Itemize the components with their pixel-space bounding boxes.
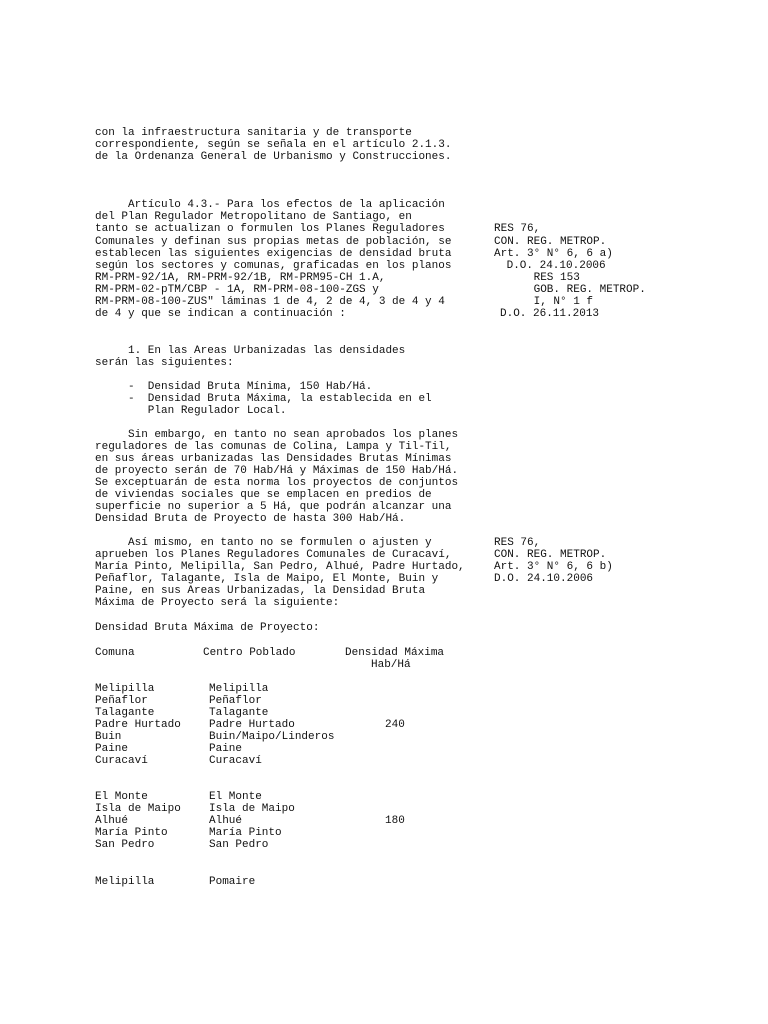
table-cell-comuna: Melipilla: [95, 683, 155, 695]
table-cell-comuna: El Monte: [95, 791, 148, 803]
article-line: Artículo 4.3.- Para los efectos de la aplicación: [95, 199, 445, 211]
article-line: RM-PRM-02-pTM/CBP - 1A, RM-PRM-08-100-ZGS y: [95, 284, 379, 296]
table-cell-centro: Paine: [209, 743, 243, 755]
table-title: Densidad Bruta Máxima de Proyecto:: [95, 622, 320, 634]
table-cell-centro: Padre Hurtado: [209, 719, 295, 731]
intro-line: correspondiente, según se señala en el artículo 2.1.3.: [95, 139, 452, 151]
table-cell-comuna: Paine: [95, 743, 129, 755]
intro-line: con la infraestructura sanitaria y de transporte: [95, 127, 412, 139]
table-cell-centro: Melipilla: [209, 683, 269, 695]
section2-line: María Pinto, Melipilla, San Pedro, Alhué, Padre Hurtado,: [95, 561, 465, 573]
section2-line: Máxima de Proyecto será la siguiente:: [95, 597, 340, 609]
section1-line: de viviendas sociales que se emplacen en predios de: [95, 489, 432, 501]
table-cell-comuna: Alhué: [95, 815, 129, 827]
table-cell-comuna: Padre Hurtado: [95, 719, 181, 731]
table-cell-comuna: Curacaví: [95, 755, 148, 767]
article-line: Comunales y definan sus propias metas de población, se: [95, 236, 452, 248]
article-line: establecen las siguientes exigencias de densidad bruta: [95, 248, 452, 260]
section2-line: Peñaflor, Talagante, Isla de Maipo, El Monte, Buin y: [95, 573, 439, 585]
margin-note: D.O. 24.10.2006: [500, 260, 606, 272]
table-cell-comuna: María Pinto: [95, 827, 168, 839]
table-cell-density: 180: [385, 815, 405, 827]
section2-line: Paine, en sus Areas Urbanizadas, la Densidad Bruta: [95, 585, 426, 597]
section1-line: 1. En las Areas Urbanizadas las densidades: [95, 345, 406, 357]
table-cell-comuna: Isla de Maipo: [95, 803, 181, 815]
article-line: del Plan Regulador Metropolitano de Santiago, en: [95, 211, 412, 223]
section2-line: aprueben los Planes Reguladores Comunales de Curacaví,: [95, 549, 452, 561]
margin-note: Art. 3° N° 6, 6 b): [494, 561, 613, 573]
table-cell-centro: Buin/Maipo/Linderos: [209, 731, 335, 743]
margin-note: RES 153: [494, 272, 580, 284]
section1-line: superficie no superior a 5 Há, que podrán alcanzar una: [95, 501, 452, 513]
margin-note: CON. REG. METROP.: [494, 549, 607, 561]
table-cell-comuna: Peñaflor: [95, 695, 148, 707]
section1-line: reguladores de las comunas de Colina, Lampa y Til-Til,: [95, 441, 452, 453]
table-cell-density: 240: [385, 719, 405, 731]
section1-line: de proyecto serán de 70 Hab/Há y Máximas de 150 Hab/Há.: [95, 465, 459, 477]
table-cell-comuna: Melipilla: [95, 876, 155, 888]
margin-note: Art. 3° N° 6, 6 a): [494, 248, 613, 260]
article-line: tanto se actualizan o formulen los Planes Reguladores: [95, 223, 445, 235]
table-cell-centro: El Monte: [209, 791, 262, 803]
section1-line: Sin embargo, en tanto no sean aprobados los planes: [95, 429, 459, 441]
table-cell-centro: Talagante: [209, 707, 269, 719]
article-line: RM-PRM-08-100-ZUS" láminas 1 de 4, 2 de 4, 3 de 4 y 4: [95, 296, 445, 308]
table-cell-centro: María Pinto: [209, 827, 282, 839]
table-cell-centro: Peñaflor: [209, 695, 262, 707]
margin-note: CON. REG. METROP.: [494, 236, 607, 248]
section2-line: Así mismo, en tanto no se formulen o ajusten y: [95, 537, 432, 549]
bullet-line: - Densidad Bruta Mínima, 150 Hab/Há.: [95, 381, 373, 393]
margin-note: D.O. 26.11.2013: [500, 308, 600, 320]
bullet-line: Plan Regulador Local.: [95, 405, 287, 417]
table-cell-centro: Curacaví: [209, 755, 262, 767]
table-cell-centro: Alhué: [209, 815, 243, 827]
table-header-unit: Hab/Há: [371, 659, 411, 671]
table-header-centro: Centro Poblado: [203, 647, 296, 659]
table-cell-comuna: Talagante: [95, 707, 155, 719]
article-line: según los sectores y comunas, graficadas en los planos: [95, 260, 452, 272]
table-cell-centro: San Pedro: [209, 839, 269, 851]
section1-line: Densidad Bruta de Proyecto de hasta 300 Hab/Há.: [95, 513, 406, 525]
section1-line: serán las siguientes:: [95, 357, 234, 369]
table-cell-centro: Isla de Maipo: [209, 803, 295, 815]
bullet-line: - Densidad Bruta Máxima, la establecida en el: [95, 393, 432, 405]
section1-line: Se exceptuarán de esta norma los proyectos de conjuntos: [95, 477, 459, 489]
table-cell-comuna: Buin: [95, 731, 122, 743]
margin-note: RES 76,: [494, 223, 541, 235]
table-header-densidad: Densidad Máxima: [345, 647, 445, 659]
table-cell-comuna: San Pedro: [95, 839, 155, 851]
article-line: RM-PRM-92/1A, RM-PRM-92/1B, RM-PRM95-CH 1.A,: [95, 272, 386, 284]
section1-line: en sus áreas urbanizadas las Densidades Brutas Mínimas: [95, 453, 452, 465]
article-line: de 4 y que se indican a continuación :: [95, 308, 346, 320]
margin-note: RES 76,: [494, 537, 541, 549]
margin-note: GOB. REG. METROP.: [494, 284, 646, 296]
margin-note: I, N° 1 f: [494, 296, 594, 308]
margin-note: D.O. 24.10.2006: [494, 573, 594, 585]
table-cell-centro: Pomaire: [209, 876, 256, 888]
intro-line: de la Ordenanza General de Urbanismo y Construcciones.: [95, 151, 452, 163]
table-header-comuna: Comuna: [95, 647, 135, 659]
